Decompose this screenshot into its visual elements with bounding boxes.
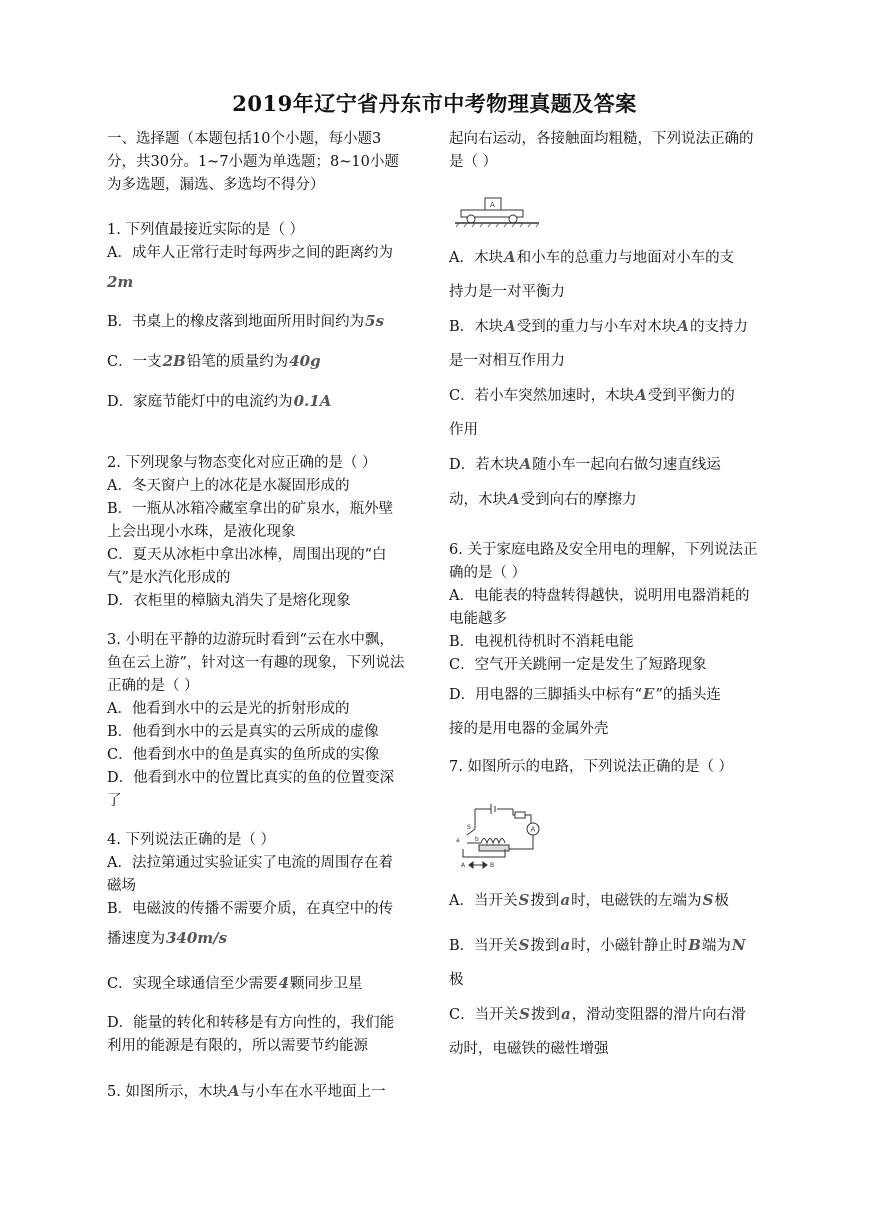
q1-option-b: B．书桌上的橡皮落到地面所用时间约为5s (107, 312, 385, 330)
q7-figure-label-a: a (456, 837, 460, 844)
q4-stem: 4. 下列说法正确的是（ ） (107, 832, 276, 848)
q7-figure-label-ammeter: A (530, 825, 536, 834)
q4-option-b-cont: 播速度为340m/s (107, 929, 228, 947)
q1-option-a: A．成年人正常行走时每两步之间的距离约为 (107, 245, 393, 261)
q1-option-d: D．家庭节能灯中的电流约为0.1A (107, 392, 332, 410)
q1-option-c: C．一支2B铅笔的质量约为40g (107, 352, 321, 370)
q1-stem: 1. 下列值最接近实际的是（ ） (107, 222, 305, 238)
q6-option-d-cont: 接的是用电器的金属外壳 (449, 721, 609, 737)
q1-option-a-value: 2m (107, 273, 134, 291)
q2-stem: 2. 下列现象与物态变化对应正确的是（ ） (107, 455, 377, 471)
q5-stem-continued: 起向右运动，各接触面均粗糙，下列说法正确的是（ ） (449, 131, 754, 170)
q2-option-a: A．冬天窗户上的冰花是水凝固形成的 (107, 478, 350, 494)
q5-option-a-cont: 持力是一对平衡力 (449, 284, 565, 300)
q5-option-b: B．木块A受到的重力与小车对木块A的支持力 (449, 317, 748, 335)
q6-option-b: B．电视机待机时不消耗电能 (449, 634, 634, 650)
q6-option-c: C．空气开关跳闸一定是发生了短路现象 (449, 657, 707, 673)
q5-option-d: D．若木块A随小车一起向右做匀速直线运 (449, 455, 721, 473)
q2-option-b: B．一瓶从冰箱冷藏室拿出的矿泉水，瓶外壁上会出现小水珠，是液化现象 (107, 501, 394, 540)
q5-option-d-cont: 动，木块A受到向右的摩擦力 (449, 490, 637, 508)
q5-option-b-cont: 是一对相互作用力 (449, 353, 565, 369)
q2-option-c: C．夏天从冰柜中拿出冰棒，周围出现的“白气”是水汽化形成的 (107, 547, 387, 586)
q7-figure-label-B: B (490, 862, 495, 869)
q7-stem: 7. 如图所示的电路，下列说法正确的是（ ） (449, 759, 734, 775)
q6-option-a: A．电能表的特盘转得越快，说明用电器消耗的电能越多 (449, 588, 750, 627)
q7-circuit-figure (453, 801, 549, 873)
q7-option-a: A．当开关S拨到a时，电磁铁的左端为S极 (449, 891, 729, 909)
q5-stem: 5. 如图所示，木块A与小车在水平地面上一 (107, 1082, 386, 1100)
q5-option-a: A．木块A和小车的总重力与地面对小车的支 (449, 248, 735, 266)
q6-option-d: D．用电器的三脚插头中标有“E”的插头连 (449, 685, 721, 703)
page-title: 2019年辽宁省丹东市中考物理真题及答案 (232, 91, 637, 116)
q6-stem: 6. 关于家庭电路及安全用电的理解，下列说法正确的是（ ） (449, 542, 758, 581)
section-header: 一、选择题（本题包括10个小题，每小题3分，共30分。1~7小题为单选题；8~10小题为多选题，漏选、多选均不得分） (107, 131, 399, 193)
q4-option-d: D．能量的转化和转移是有方向性的，我们能利用的能源是有限的，所以需要节约能源 (107, 1015, 395, 1054)
q5-figure-label: A (490, 201, 495, 209)
q5-option-c-cont: 作用 (449, 422, 478, 438)
q7-figure-label-A: A (461, 862, 466, 869)
q7-figure-label-s: S (467, 824, 471, 831)
q3-option-c: C．他看到水中的鱼是真实的鱼所成的实像 (107, 747, 380, 763)
q3-stem: 3. 小明在平静的边游玩时看到“云在水中飘，鱼在云上游”，针对这一有趣的现象，下列说法正确的是（ ） (107, 632, 405, 694)
q7-option-c: C．当开关S拨到a，滑动变阻器的滑片向右滑 (449, 1005, 746, 1023)
q7-option-b: B．当开关S拨到a时，小磁针静止时B端为N (449, 936, 746, 954)
q3-option-a: A．他看到水中的云是光的折射形成的 (107, 701, 350, 717)
q2-option-d: D．衣柜里的樟脑丸消失了是熔化现象 (107, 593, 351, 609)
q5-option-c: C．若小车突然加速时，木块A受到平衡力的 (449, 386, 735, 404)
q4-option-b: B．电磁波的传播不需要介质，在真空中的传 (107, 901, 394, 917)
q5-cart-figure (453, 196, 543, 230)
q3-option-d: D．他看到水中的位置比真实的鱼的位置变深了 (107, 770, 395, 809)
q7-option-b-cont: 极 (449, 972, 464, 988)
q3-option-b: B．他看到水中的云是真实的云所成的虚像 (107, 724, 379, 740)
q4-option-a: A．法拉第通过实验证实了电流的周围存在着磁场 (107, 855, 393, 894)
q4-option-c: C．实现全球通信至少需要4颗同步卫星 (107, 974, 363, 992)
q7-option-c-cont: 动时，电磁铁的磁性增强 (449, 1041, 609, 1057)
q7-figure-label-b: b (475, 836, 479, 843)
right-column (449, 128, 769, 1066)
